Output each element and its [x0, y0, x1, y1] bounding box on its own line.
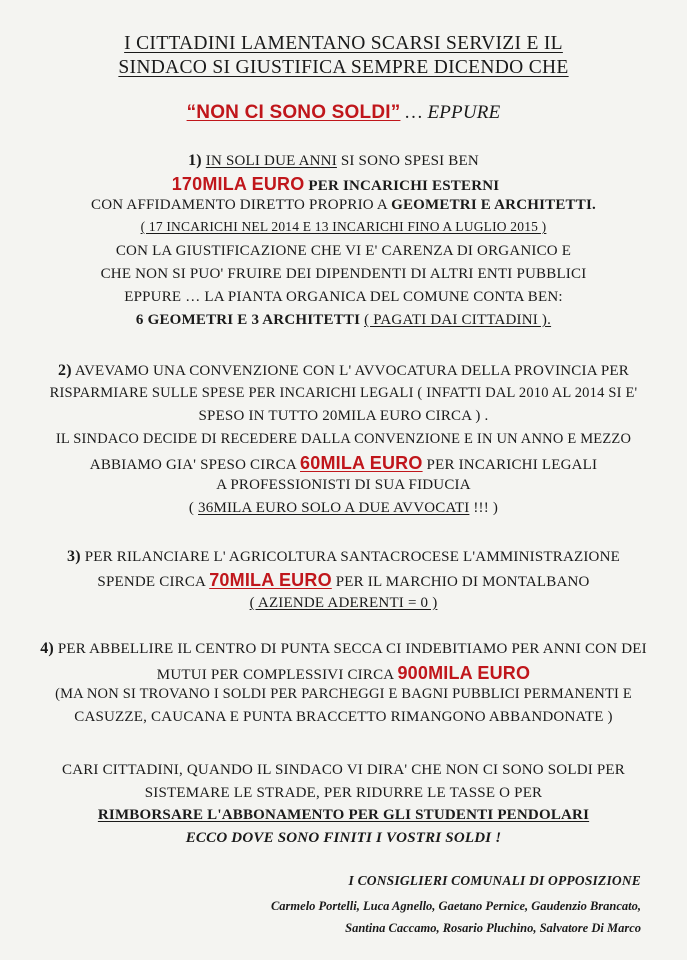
signature-names-1: Carmelo Portelli, Luca Agnello, Gaetano Pernice, Gaudenzio Brancato,	[270, 899, 641, 913]
closing-line-4: ECCO DOVE SONO FINITI I VOSTRI SOLDI !	[185, 830, 502, 846]
s4-number: 4)	[40, 640, 54, 657]
s1-line-4: ( 17 INCARICHI NEL 2014 E 13 INCARICHI FINO A LUGLIO 2015 )	[140, 219, 547, 234]
s3-line-2	[0, 570, 687, 591]
s1-line-6: CHE NON SI PUO' FRUIRE DEI DIPENDENTI DI ALTRI ENTI PUBBLICI	[100, 266, 587, 282]
s4-line-4: CASUZZE, CAUCANA E PUNTA BRACCETTO RIMANGONO ABBANDONATE )	[74, 709, 613, 725]
s2-line-5	[0, 453, 687, 474]
s4-line-1-text: PER ABBELLIRE IL CENTRO DI PUNTA SECCA CI INDEBITIAMO PER ANNI CON DEI	[57, 641, 647, 657]
s2-line-1	[0, 362, 687, 380]
s1-number: 1)	[188, 152, 202, 169]
s2-number: 2)	[58, 362, 72, 379]
slogan	[0, 102, 687, 124]
s1-line-5: CON LA GIUSTIFICAZIONE CHE VI E' CARENZA DI ORGANICO E	[115, 243, 572, 259]
s1-amount-rest: PER INCARICHI ESTERNI	[308, 178, 500, 194]
s2-line-6: A PROFESSIONISTI DI SUA FIDUCIA	[216, 477, 471, 493]
closing-line-1: CARI CITTADINI, QUANDO IL SINDACO VI DIRA' CHE NON CI SONO SOLDI PER	[61, 762, 625, 778]
s1-line-8-underlined: ( PAGATI DAI CITTADINI ).	[364, 312, 552, 328]
s1-amount: 170MILA EURO	[171, 174, 305, 194]
slogan-rest: … EPPURE	[405, 102, 501, 123]
s1-line-3	[0, 197, 687, 214]
s3-line-3: ( AZIENDE ADERENTI = 0 )	[249, 595, 438, 611]
s1-line-3-bold: GEOMETRI E ARCHITETTI.	[391, 197, 596, 213]
signature-heading: I CONSIGLIERI COMUNALI DI OPPOSIZIONE	[348, 873, 641, 888]
closing-line-3: RIMBORSARE L'ABBONAMENTO PER GLI STUDENTI PENDOLARI	[97, 807, 590, 823]
s4-line-2	[0, 663, 687, 684]
s2-line-7-open: (	[188, 500, 195, 516]
s1-line-2	[0, 174, 679, 195]
title-line-1: I CITTADINI LAMENTANO SCARSI SERVIZI E IL	[124, 33, 563, 54]
s1-line-3-text: CON AFFIDAMENTO DIRETTO PROPRIO A	[91, 197, 388, 213]
s2-line-1-text: AVEVAMO UNA CONVENZIONE CON L' AVVOCATURA DELLA PROVINCIA PER	[74, 363, 629, 379]
s1-line-1	[0, 152, 677, 170]
s1-intro-rest: SI SONO SPESI BEN	[340, 153, 479, 169]
s1-line-8	[0, 312, 687, 329]
s2-line-5-rest: PER INCARICHI LEGALI	[426, 457, 598, 473]
s3-line-2-text: SPENDE CIRCA	[97, 574, 206, 590]
s1-line-7: EPPURE … LA PIANTA ORGANICA DEL COMUNE CONTA BEN:	[124, 289, 563, 305]
s1-line-8-bold: 6 GEOMETRI E 3 ARCHITETTI	[135, 312, 361, 328]
slogan-quote: “NON CI SONO SOLDI”	[186, 102, 401, 123]
s4-amount: 900MILA EURO	[397, 663, 531, 683]
s2-line-7-underlined: 36MILA EURO SOLO A DUE AVVOCATI	[198, 500, 470, 516]
s3-line-1	[0, 548, 687, 566]
s2-line-7-close: !!! )	[473, 500, 499, 516]
s2-amount: 60MILA EURO	[300, 453, 423, 473]
s4-line-1	[0, 640, 687, 658]
s3-number: 3)	[67, 548, 81, 565]
s2-line-7	[0, 500, 687, 517]
s2-line-3: SPESO IN TUTTO 20MILA EURO CIRCA ) .	[198, 408, 489, 424]
s2-line-5-text: ABBIAMO GIA' SPESO CIRCA	[89, 457, 297, 473]
s2-line-4: IL SINDACO DECIDE DI RECEDERE DALLA CONVENZIONE E IN UN ANNO E MEZZO	[55, 431, 632, 447]
s4-line-2-text: MUTUI PER COMPLESSIVI CIRCA	[156, 667, 394, 683]
s3-amount: 70MILA EURO	[209, 570, 332, 590]
s3-line-1-text: PER RILANCIARE L' AGRICOLTURA SANTACROCESE L'AMMINISTRAZIONE	[84, 549, 620, 565]
s2-line-2: RISPARMIARE SULLE SPESE PER INCARICHI LEGALI ( INFATTI DAL 2010 AL 2014 SI E'	[49, 385, 638, 401]
s3-line-2-rest: PER IL MARCHIO DI MONTALBANO	[335, 574, 590, 590]
s1-intro-underlined: IN SOLI DUE ANNI	[205, 153, 337, 169]
title-line-2: SINDACO SI GIUSTIFICA SEMPRE DICENDO CHE	[118, 57, 569, 78]
closing-line-2: SISTEMARE LE STRADE, PER RIDURRE LE TASSE O PER	[144, 785, 543, 801]
s4-line-3: (MA NON SI TROVANO I SOLDI PER PARCHEGGI E BAGNI PUBBLICI PERMANENTI E	[55, 686, 632, 702]
signature-names-2: Santina Caccamo, Rosario Pluchino, Salvatore Di Marco	[345, 921, 641, 935]
